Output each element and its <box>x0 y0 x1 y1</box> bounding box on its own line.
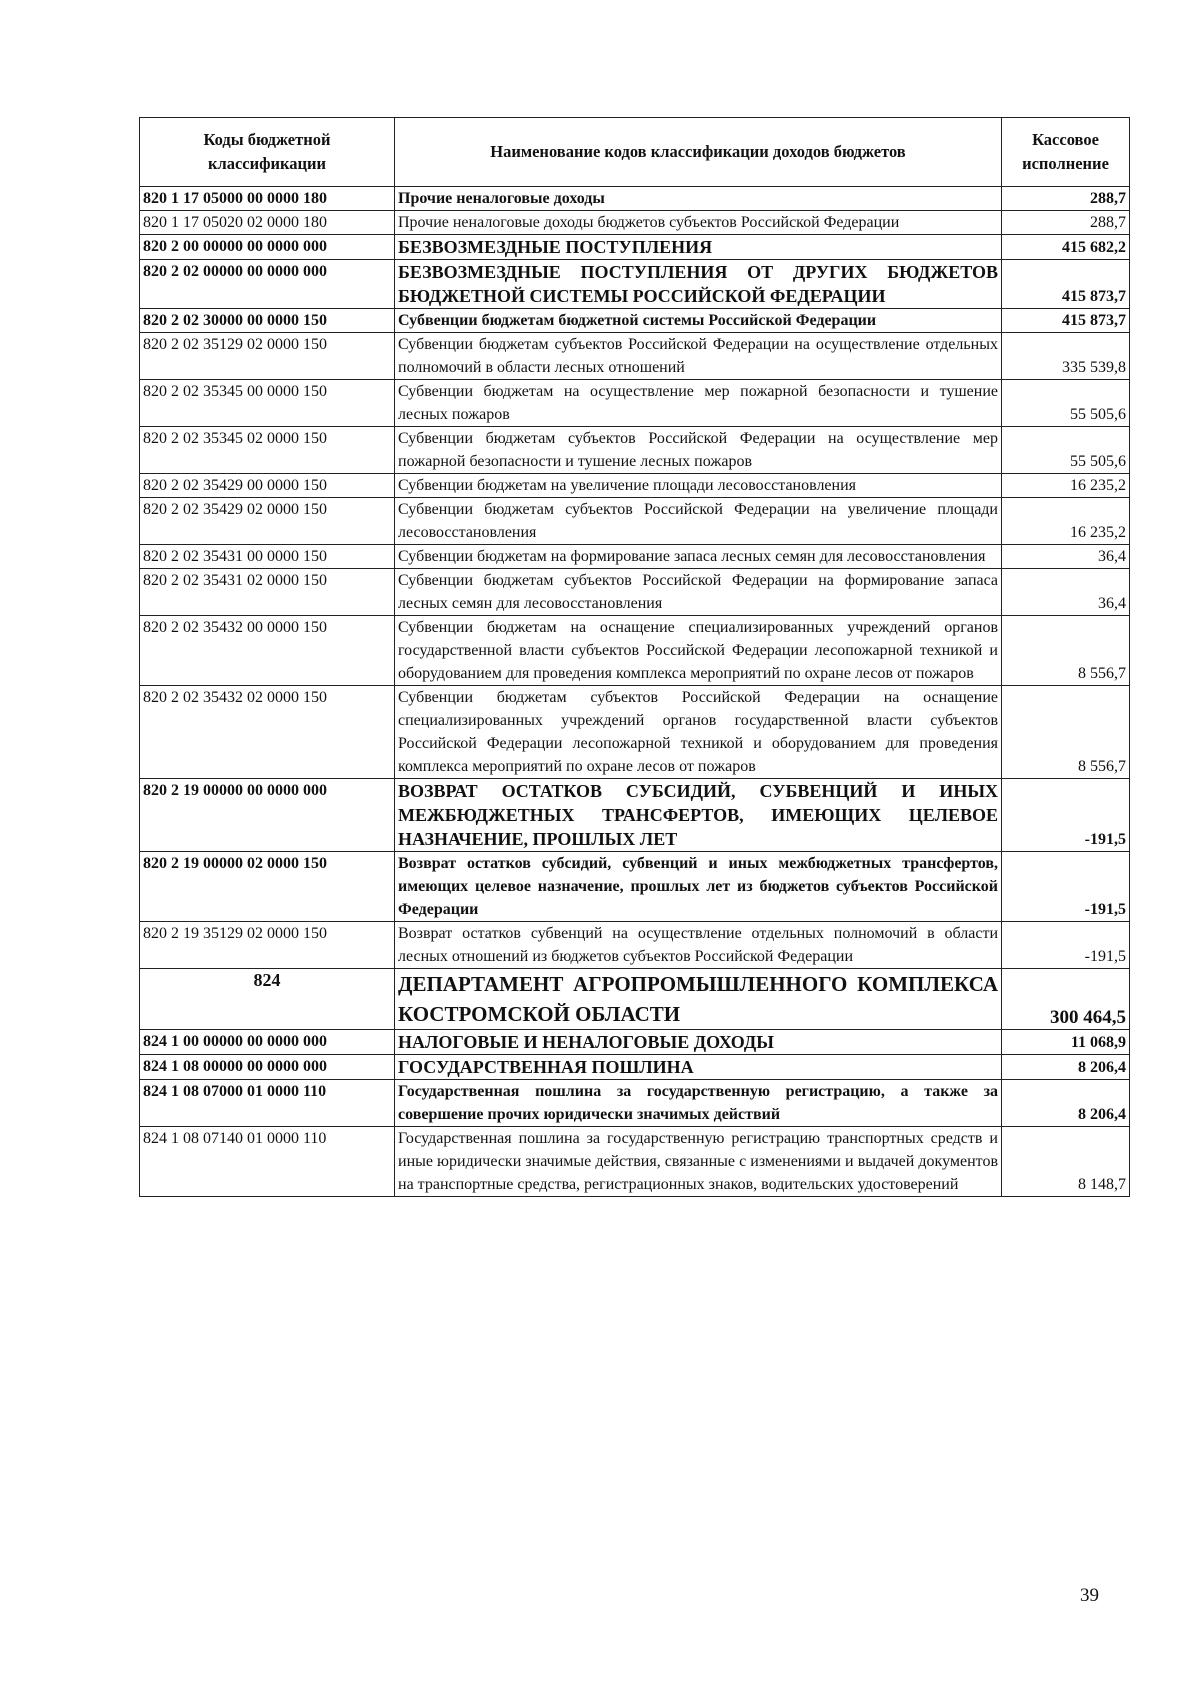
row-name: Субвенции бюджетам субъектов Российской Федерации на оснащение специализированных учреждений органов государственной власти субъектов Российской Федерации лесопожарной техникой и оборудованием для проведения комплекса мероприятий по охране лесов от пожаров <box>395 686 1002 779</box>
table-row <box>140 235 1130 260</box>
row-code: 820 2 19 35129 02 0000 150 <box>140 922 395 969</box>
row-code: 820 2 02 30000 00 0000 150 <box>140 309 395 333</box>
row-code: 820 2 02 35432 02 0000 150 <box>140 686 395 779</box>
row-amount: -191,5 <box>1002 922 1130 969</box>
row-code: 820 2 19 00000 00 0000 000 <box>140 779 395 852</box>
row-amount: 8 148,7 <box>1002 1127 1130 1197</box>
table-row <box>140 474 1130 498</box>
table-row <box>140 852 1130 922</box>
table-row <box>140 333 1130 380</box>
row-code: 824 1 00 00000 00 0000 000 <box>140 1030 395 1055</box>
row-name: НАЛОГОВЫЕ И НЕНАЛОГОВЫЕ ДОХОДЫ <box>395 1030 1002 1055</box>
row-amount: -191,5 <box>1002 779 1130 852</box>
table-row <box>140 380 1130 427</box>
row-amount: 8 206,4 <box>1002 1055 1130 1080</box>
row-amount: 415 873,7 <box>1002 260 1130 309</box>
page-number: 39 <box>1080 1585 1099 1606</box>
header-name: Наименование кодов классификации доходов бюджетов <box>395 118 1002 187</box>
row-name: Субвенции бюджетам на формирование запаса лесных семян для лесовосстановления <box>395 545 1002 569</box>
row-name: Прочие неналоговые доходы <box>395 187 1002 211</box>
table-row <box>140 616 1130 686</box>
table-row <box>140 260 1130 309</box>
row-name: ДЕПАРТАМЕНТ АГРОПРОМЫШЛЕННОГО КОМПЛЕКСА КОСТРОМСКОЙ ОБЛАСТИ <box>395 969 1002 1030</box>
row-amount: 300 464,5 <box>1002 969 1130 1030</box>
table-row <box>140 1055 1130 1080</box>
row-name: БЕЗВОЗМЕЗДНЫЕ ПОСТУПЛЕНИЯ <box>395 235 1002 260</box>
row-name: БЕЗВОЗМЕЗДНЫЕ ПОСТУПЛЕНИЯ ОТ ДРУГИХ БЮДЖЕТОВ БЮДЖЕТНОЙ СИСТЕМЫ РОССИЙСКОЙ ФЕДЕРАЦИИ <box>395 260 1002 309</box>
row-amount: 335 539,8 <box>1002 333 1130 380</box>
row-name: ГОСУДАРСТВЕННАЯ ПОШЛИНА <box>395 1055 1002 1080</box>
row-amount: 8 206,4 <box>1002 1080 1130 1127</box>
row-code: 820 2 00 00000 00 0000 000 <box>140 235 395 260</box>
row-code: 820 2 19 00000 02 0000 150 <box>140 852 395 922</box>
row-code: 820 2 02 35345 00 0000 150 <box>140 380 395 427</box>
row-amount: 415 873,7 <box>1002 309 1130 333</box>
row-name: Субвенции бюджетам субъектов Российской Федерации на увеличение площади лесовосстановления <box>395 498 1002 545</box>
table-row <box>140 1127 1130 1197</box>
row-code: 820 2 02 35429 02 0000 150 <box>140 498 395 545</box>
row-code: 820 2 02 35345 02 0000 150 <box>140 427 395 474</box>
table-header <box>140 118 1130 187</box>
revenue-table <box>139 117 1130 1197</box>
table-row <box>140 922 1130 969</box>
table-row <box>140 498 1130 545</box>
row-name: Государственная пошлина за государственную регистрацию, а также за совершение прочих юридически значимых действий <box>395 1080 1002 1127</box>
row-code: 820 2 02 35129 02 0000 150 <box>140 333 395 380</box>
row-name: Субвенции бюджетам субъектов Российской Федерации на осуществление мер пожарной безопасности и тушение лесных пожаров <box>395 427 1002 474</box>
table-row <box>140 427 1130 474</box>
table-row <box>140 187 1130 211</box>
row-name: Возврат остатков субвенций на осуществление отдельных полномочий в области лесных отношений из бюджетов субъектов Российской Федерации <box>395 922 1002 969</box>
row-amount: 55 505,6 <box>1002 427 1130 474</box>
row-code: 820 1 17 05000 00 0000 180 <box>140 187 395 211</box>
row-code: 824 <box>140 969 395 1030</box>
row-name: ВОЗВРАТ ОСТАТКОВ СУБСИДИЙ, СУБВЕНЦИЙ И ИНЫХ МЕЖБЮДЖЕТНЫХ ТРАНСФЕРТОВ, ИМЕЮЩИХ ЦЕЛЕВОЕ НАЗНАЧЕНИЕ, ПРОШЛЫХ ЛЕТ <box>395 779 1002 852</box>
table-row <box>140 211 1130 235</box>
row-amount: 8 556,7 <box>1002 686 1130 779</box>
row-amount: 288,7 <box>1002 211 1130 235</box>
table-row <box>140 569 1130 616</box>
row-code: 820 2 02 35432 00 0000 150 <box>140 616 395 686</box>
row-name: Субвенции бюджетам на увеличение площади лесовосстановления <box>395 474 1002 498</box>
row-amount: 288,7 <box>1002 187 1130 211</box>
row-code: 824 1 08 00000 00 0000 000 <box>140 1055 395 1080</box>
row-name: Субвенции бюджетам субъектов Российской Федерации на формирование запаса лесных семян для лесовосстановления <box>395 569 1002 616</box>
row-name: Государственная пошлина за государственную регистрацию транспортных средств и иные юридически значимые действия, связанные с изменениями и выдачей документов на транспортные средства, регистрационных знаков, водительских удостоверений <box>395 1127 1002 1197</box>
row-code: 820 2 02 35431 00 0000 150 <box>140 545 395 569</box>
row-code: 820 2 02 35429 00 0000 150 <box>140 474 395 498</box>
table-row <box>140 969 1130 1030</box>
row-code: 820 2 02 00000 00 0000 000 <box>140 260 395 309</box>
row-code: 820 2 02 35431 02 0000 150 <box>140 569 395 616</box>
header-amount: Кассовое исполнение <box>1002 118 1130 187</box>
row-name: Субвенции бюджетам на оснащение специализированных учреждений органов государственной власти субъектов Российской Федерации лесопожарной техникой и оборудованием для проведения комплекса мероприятий по охране лесов от пожаров <box>395 616 1002 686</box>
table-row <box>140 545 1130 569</box>
table-row <box>140 1030 1130 1055</box>
row-amount: 8 556,7 <box>1002 616 1130 686</box>
table-row <box>140 1080 1130 1127</box>
header-codes: Коды бюджетной классификации <box>140 118 395 187</box>
row-name: Субвенции бюджетам субъектов Российской Федерации на осуществление отдельных полномочий в области лесных отношений <box>395 333 1002 380</box>
row-amount: 36,4 <box>1002 545 1130 569</box>
row-amount: 415 682,2 <box>1002 235 1130 260</box>
row-amount: 11 068,9 <box>1002 1030 1130 1055</box>
row-amount: 16 235,2 <box>1002 498 1130 545</box>
row-code: 824 1 08 07140 01 0000 110 <box>140 1127 395 1197</box>
row-code: 824 1 08 07000 01 0000 110 <box>140 1080 395 1127</box>
row-amount: 36,4 <box>1002 569 1130 616</box>
row-amount: -191,5 <box>1002 852 1130 922</box>
row-amount: 16 235,2 <box>1002 474 1130 498</box>
table-row <box>140 686 1130 779</box>
row-name: Субвенции бюджетам бюджетной системы Российской Федерации <box>395 309 1002 333</box>
table-row <box>140 309 1130 333</box>
row-name: Прочие неналоговые доходы бюджетов субъектов Российской Федерации <box>395 211 1002 235</box>
row-code: 820 1 17 05020 02 0000 180 <box>140 211 395 235</box>
table-row <box>140 779 1130 852</box>
row-name: Субвенции бюджетам на осуществление мер пожарной безопасности и тушение лесных пожаров <box>395 380 1002 427</box>
row-amount: 55 505,6 <box>1002 380 1130 427</box>
row-name: Возврат остатков субсидий, субвенций и иных межбюджетных трансфертов, имеющих целевое назначение, прошлых лет из бюджетов субъектов Российской Федерации <box>395 852 1002 922</box>
